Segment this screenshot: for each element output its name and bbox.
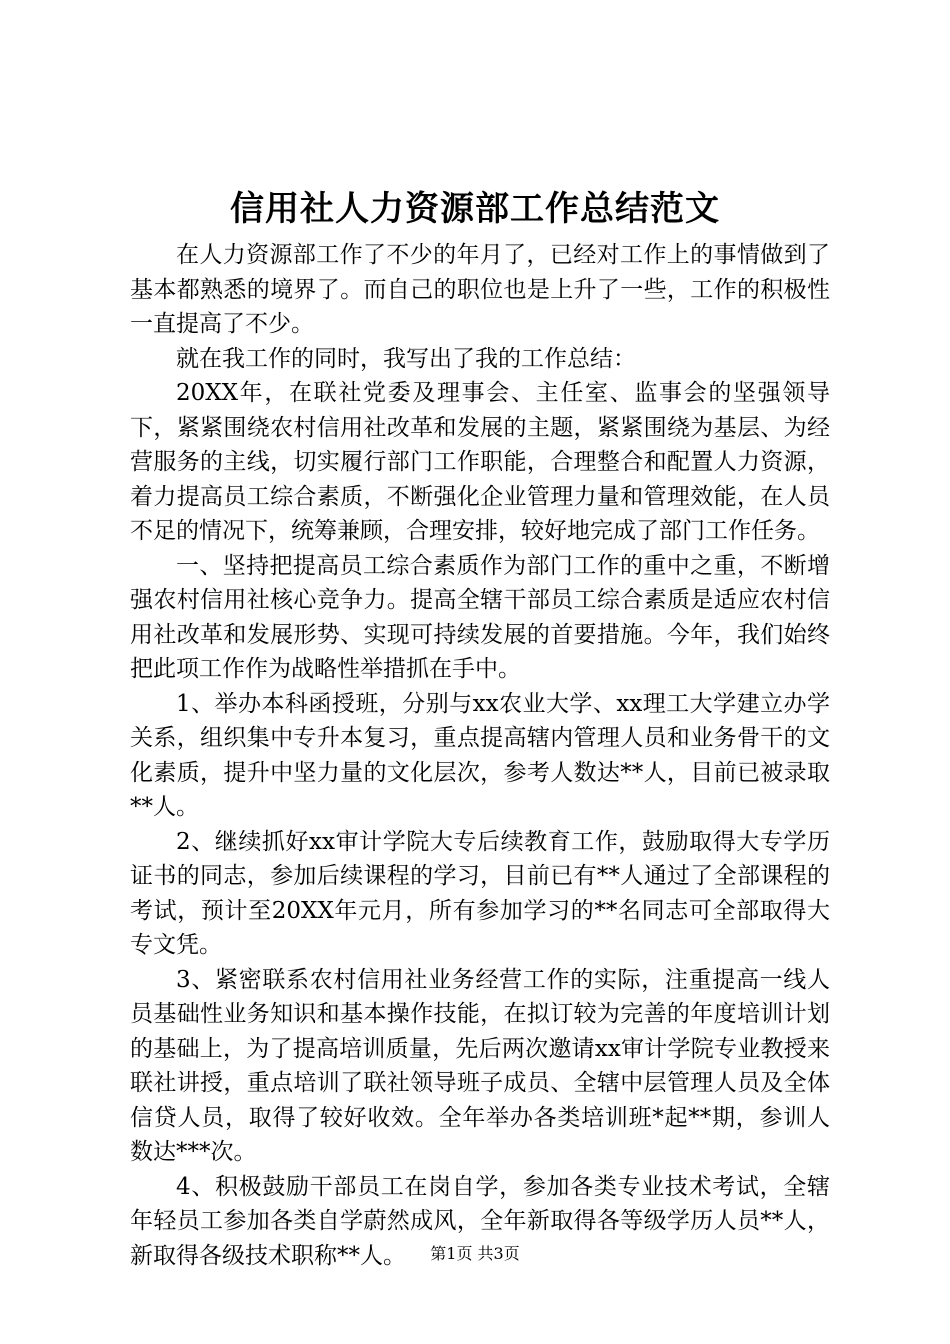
paragraph-item-3: 3、紧密联系农村信用社业务经营工作的实际，注重提高一线人员基础性业务知识和基本操作技能，在拟订较为完善的年度培训计划的基础上，为了提高培训质量，先后两次邀请xx审计学院专业教授来联社讲授，重点培训了联社领导班子成员、全辖中层管理人员及全体信贷人员，取得了较好收效。全年举办各类培训班*起**期，参训人数达***次。 bbox=[130, 966, 830, 1165]
paragraph-item-4: 4、积极鼓励干部员工在岗自学，参加各类专业技术考试，全辖年轻员工参加各类自学蔚然成风，全年新取得各等级学历人员**人，新取得各级技术职称**人。 bbox=[130, 1173, 830, 1269]
paragraph-intro: 在人力资源部工作了不少的年月了，已经对工作上的事情做到了基本都熟悉的境界了。而自己的职位也是上升了一些，工作的积极性一直提高了不少。 bbox=[130, 242, 830, 337]
paragraph-section-one: 一、坚持把提高员工综合素质作为部门工作的重中之重，不断增强农村信用社核心竞争力。提高全辖干部员工综合素质是适应农村信用社改革和发展形势、实现可持续发展的首要措施。今年，我们始终把此项工作作为战略性举措抓在手中。 bbox=[130, 552, 830, 682]
paragraph-overview: 20XX年，在联社党委及理事会、主任室、监事会的坚强领导下，紧紧围绕农村信用社改革和发展的主题，紧紧围绕为基层、为经营服务的主线，切实履行部门工作职能，合理整合和配置人力资源，着力提高员工综合素质，不断强化企业管理力量和管理效能，在人员不足的情况下，统筹兼顾，合理安排，较好地完成了部门工作任务。 bbox=[130, 380, 830, 544]
document-title: 信用社人力资源部工作总结范文 bbox=[230, 189, 720, 229]
document-body bbox=[130, 238, 830, 1273]
paragraph-item-1: 1、举办本科函授班，分别与xx农业大学、xx理工大学建立办学关系，组织集中专升本复习，重点提高辖内管理人员和业务骨干的文化素质，提升中坚力量的文化层次，参考人数达**人，目前已被录取**人。 bbox=[130, 690, 830, 820]
paragraph-item-2: 2、继续抓好xx审计学院大专后续教育工作，鼓励取得大专学历证书的同志，参加后续课程的学习，目前已有**人通过了全部课程的考试，预计至20XX年元月，所有参加学习的**名同志可全部取得大专文凭。 bbox=[130, 828, 830, 958]
page-number-footer: 第1页 共3页 bbox=[430, 1244, 520, 1263]
paragraph-summary-lead: 就在我工作的同时，我写出了我的工作总结： bbox=[176, 345, 636, 372]
